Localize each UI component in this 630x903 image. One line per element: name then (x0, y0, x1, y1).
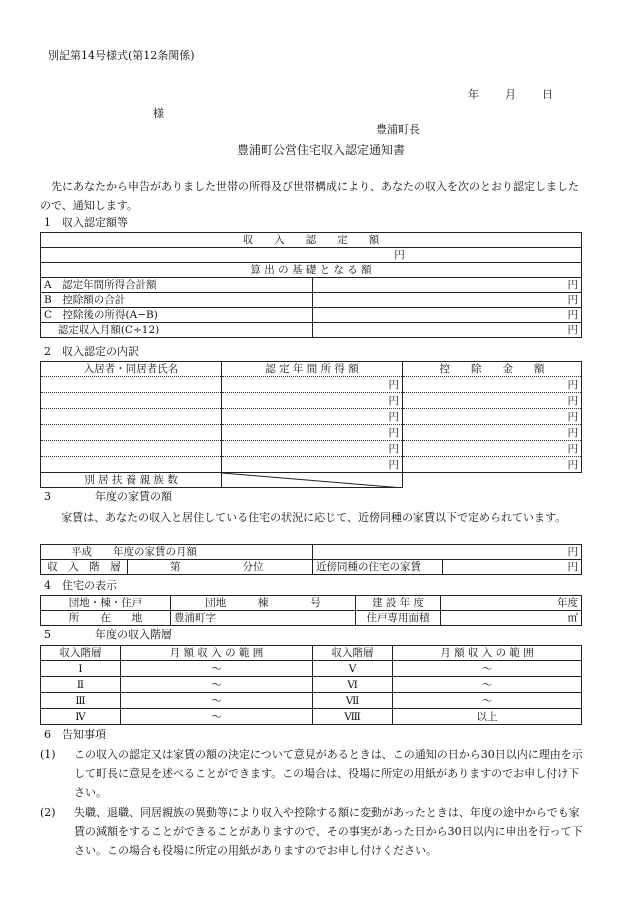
row-unit: 円 (313, 308, 582, 323)
table-row: Ⅱ 〜 Ⅵ 〜 (41, 677, 582, 693)
row-label: B 控除額の合計 (41, 293, 313, 308)
col-building: 団地 棟 号 (171, 596, 356, 611)
basis-header: 算 出 の 基 礎 と な る 額 (41, 263, 582, 278)
row-label: C 控除後の所得(A−B) (41, 308, 313, 323)
col-level-right: 収入階層 (313, 646, 393, 661)
table-row: 円 円 (41, 441, 582, 457)
notice-text: 失職、退職、同居親族の異動等により収入や控除する額に変動があったときは、年度の途中からでも家賃の減額をすることができることがありますので、その事実があった日から30日以内に申出を行って下さい。この場合も役場に所定の用紙がありますのでお申し付けください。 (74, 806, 583, 857)
income-header: 収 入 認 定 額 (41, 233, 582, 248)
area-label: 住戸専用面積 (356, 611, 441, 626)
table-row (41, 323, 582, 338)
table-row: 円 円 (41, 409, 582, 425)
rent-yen: 円 (313, 545, 582, 560)
section3-heading: 3 年度の家賃の額 (44, 490, 172, 503)
sender: 豊浦町長 (376, 123, 420, 136)
table-row: Ⅲ 〜 Ⅶ 〜 (41, 693, 582, 709)
table-row: 円 円 (41, 393, 582, 409)
rent-table (40, 544, 582, 575)
table-row: Ⅰ 〜 Ⅴ 〜 (41, 661, 582, 677)
level-label: 収 入 階 層 (41, 560, 128, 575)
col-year: 建 設 年 度 (356, 596, 441, 611)
document-title: 豊浦町公営住宅収入認定通知書 (237, 143, 406, 157)
table-row: Ⅳ 〜 Ⅷ 以上 (41, 709, 582, 725)
table-row: 円 円 (41, 425, 582, 441)
section2-heading: 2 収入認定の内訳 (44, 345, 139, 358)
intro-text: 先にあなたから申告がありました世帯の所得及び世帯構成により、あなたの収入を次のとおり認定しましたので、通知します。 (40, 180, 579, 212)
notice-number: (2) (40, 806, 56, 819)
row-label: 認定収入月額(C÷12) (41, 323, 313, 338)
section3-text: 家賃は、あなたの収入と居住している住宅の状況に応じて、近傍同種の家賃以下で定められています。 (61, 511, 567, 524)
col-range-left: 月 額 収 入 の 範 囲 (121, 646, 313, 661)
col-year-unit: 年度 (441, 596, 582, 611)
address-label: 所 在 地 (41, 611, 171, 626)
table-row: 円 円 (41, 457, 582, 473)
table-row (41, 278, 582, 293)
col-unit: 団地・棟・住戸 (41, 596, 171, 611)
date-day: 日 (542, 88, 553, 101)
level-value: 第 分位 (128, 560, 313, 575)
dependents-label: 別 居 扶 養 親 族 数 (41, 473, 222, 488)
addressee-suffix: 様 (153, 107, 164, 120)
col-range-right: 月 額 収 入 の 範 囲 (393, 646, 582, 661)
nearby-label: 近傍同種の住宅の家賃 (313, 560, 443, 575)
dependents-value (222, 473, 403, 488)
row-unit: 円 (313, 323, 582, 338)
section6-heading: 6 告知事項 (44, 728, 106, 741)
nearby-yen: 円 (443, 560, 582, 575)
table-row: 円 円 (41, 377, 582, 393)
income-yen: 円 (41, 248, 582, 263)
diagonal-strike (222, 473, 403, 488)
housing-table (40, 595, 582, 626)
col-name: 入居者・同居者氏名 (41, 362, 222, 377)
levels-table (40, 645, 582, 725)
col-deduct: 控 除 金 額 (403, 362, 582, 377)
section1-heading: 1 収入認定額等 (44, 216, 128, 229)
area-unit: ㎡ (441, 611, 582, 626)
date-month: 月 (505, 88, 516, 101)
income-table (40, 232, 582, 338)
breakdown-table (40, 361, 582, 488)
row-unit: 円 (313, 278, 582, 293)
notice-item (40, 803, 585, 860)
date-year: 年 (468, 88, 479, 101)
col-level-left: 収入階層 (41, 646, 121, 661)
section4-heading: 4 住宅の表示 (44, 579, 117, 592)
notice-text: この収入の認定又は家賃の額の決定について意見があるときは、この通知の日から30日以内に理由を示して町長に意見を述べることができます。この場合は、役場に所定の用紙がありますのでお申し付け下さい。 (74, 748, 583, 799)
notice-item (40, 745, 585, 802)
notice-number: (1) (40, 748, 56, 761)
address-value: 豊浦町字 (171, 611, 356, 626)
row-unit: 円 (313, 293, 582, 308)
table-row (41, 308, 582, 323)
row-label: A 認定年間所得合計額 (41, 278, 313, 293)
rent-label: 平成 年度の家賃の月額 (41, 545, 313, 560)
col-income: 認 定 年 間 所 得 額 (222, 362, 403, 377)
section5-heading: 5 年度の収入階層 (44, 628, 172, 641)
table-row (41, 293, 582, 308)
form-id: 別記第14号様式(第12条関係) (48, 49, 195, 62)
